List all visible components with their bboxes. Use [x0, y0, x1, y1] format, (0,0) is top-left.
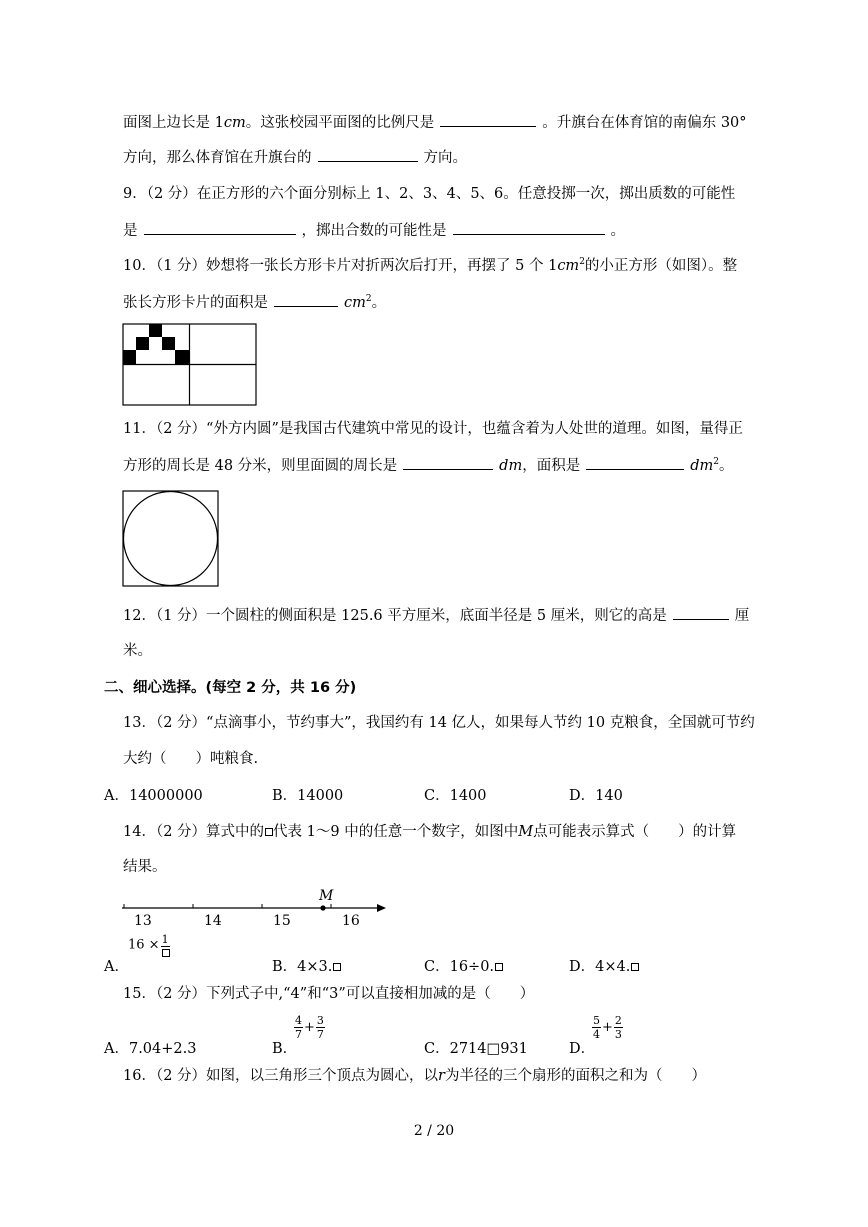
- q8-line1: [123, 112, 747, 133]
- q10-line2: [123, 292, 386, 313]
- plus-sign: +: [602, 1020, 613, 1035]
- q13-line1: 13．（2 分）“点滴事小，节约事大”，我国约有 14 亿人，如果每人节约 10 克粮食，全国就可节约: [123, 715, 755, 731]
- q16-text-a: 16．（2 分）如图，以三角形三个顶点为圆心，以: [123, 1068, 439, 1084]
- q11-text-b: ，面积是: [522, 458, 581, 474]
- numerator: 3: [316, 1014, 324, 1027]
- answer-blank-scale[interactable]: [440, 112, 536, 127]
- placeholder-square-icon: [631, 963, 639, 971]
- small-square: [123, 350, 136, 364]
- unit-cm: cm: [557, 258, 580, 274]
- q9-text-b: ，掷出合数的可能性是: [301, 223, 447, 239]
- placeholder-square-icon: [495, 963, 503, 971]
- tick-label: 16: [342, 913, 360, 929]
- fraction: [614, 1014, 623, 1041]
- q14-text-c: 点可能表示算式（ ）的计算: [533, 824, 737, 840]
- numerator: 5: [593, 1014, 600, 1027]
- placeholder-square-icon: [162, 949, 170, 957]
- number-line: [118, 886, 390, 930]
- denominator: 7: [316, 1028, 324, 1041]
- square-circle-figure: [122, 490, 220, 588]
- superscript: 2: [365, 294, 372, 305]
- q10-text-a: 10．（1 分）妙想将一张长方形卡片对折两次后打开，再摆了 5 个 1: [123, 258, 558, 274]
- q15-option-b-expr: [293, 1014, 326, 1041]
- q14-line1: [123, 822, 736, 842]
- q12-text-b: 厘: [734, 608, 750, 624]
- unit-dm: dm: [690, 458, 714, 474]
- expr-text: 16 ×: [128, 937, 160, 953]
- q14-option-c[interactable]: [424, 957, 503, 977]
- q13-option-b[interactable]: B．14000: [272, 788, 344, 804]
- fraction: [592, 1014, 601, 1041]
- small-square: [175, 350, 189, 364]
- q15-option-d[interactable]: D．: [569, 1041, 596, 1057]
- q11-text-c: 。: [719, 458, 734, 474]
- radius-symbol: r: [438, 1068, 445, 1084]
- answer-blank-height[interactable]: [673, 605, 729, 620]
- q8-text-c: 。升旗台在体育馆的南偏东 30°: [542, 115, 747, 131]
- q13-option-d[interactable]: D．140: [569, 788, 623, 804]
- q16-text-b: 为半径的三个扇形的面积之和为（ ）: [444, 1068, 706, 1084]
- fraction: [316, 1014, 325, 1041]
- option-text: D．4×4.: [569, 959, 631, 975]
- q15-option-d-expr: [591, 1014, 624, 1041]
- point-m-label: M: [319, 888, 334, 904]
- q10-text-d: 。: [371, 295, 387, 311]
- q10-line1: [123, 256, 737, 276]
- q9-text-c: 。: [610, 223, 625, 239]
- q12-line1: [123, 605, 749, 626]
- q12-text-a: 12．（1 分）一个圆柱的侧面积是 125.6 平方厘米，底面半径是 5 厘米，则它的高是: [123, 608, 667, 624]
- q9-line1: 9．（2 分）在正方形的六个面分别标上 1、2、3、4、5、6。任意投掷一次，掷出质数的可能性: [123, 186, 736, 202]
- superscript: 2: [579, 257, 585, 268]
- q14-text-b: 代表 1～9 中的任意一个数字，如图中: [273, 824, 519, 840]
- q14-option-b[interactable]: [272, 957, 341, 977]
- q8-line2: [123, 147, 467, 168]
- small-square: [136, 337, 149, 350]
- numerator: 2: [614, 1014, 622, 1027]
- section-heading: 二、细心选择。(每空 2 分，共 16 分): [104, 680, 357, 696]
- point-m: [320, 905, 325, 910]
- q9-line2: [123, 220, 625, 241]
- denominator: 7: [295, 1028, 302, 1041]
- point-label: M: [518, 824, 534, 840]
- fraction: [161, 933, 170, 957]
- answer-blank-composite[interactable]: [453, 220, 605, 235]
- q13-option-a[interactable]: A．14000000: [104, 788, 203, 804]
- plus-sign: +: [304, 1020, 315, 1035]
- unit-cm: cm: [344, 295, 366, 311]
- card-figure: [122, 323, 258, 407]
- numerator: 4: [295, 1014, 302, 1027]
- q14-option-d[interactable]: [569, 957, 639, 977]
- q8-text-b: 。这张校园平面图的比例尺是: [245, 115, 435, 131]
- q11-text-a: 方形的周长是 48 分米，则里面圆的周长是: [123, 458, 398, 474]
- option-text: C．16÷0.: [424, 959, 495, 975]
- placeholder-square-icon: [265, 828, 273, 836]
- q11-line1: 11．（2 分）“外方内圆”是我国古代建筑中常见的设计，也蕴含着为人处世的道理。如图，量得正: [123, 421, 743, 437]
- denominator: 3: [614, 1028, 622, 1041]
- answer-blank-circumference[interactable]: [403, 455, 493, 470]
- inner-circle: [124, 492, 218, 586]
- arrow-icon: [377, 904, 386, 912]
- page-number: 2 / 20: [413, 1123, 455, 1139]
- option-text: B．4×3.: [272, 959, 333, 975]
- q15-option-a[interactable]: A．7.04+2.3: [104, 1041, 197, 1057]
- small-square: [162, 337, 175, 350]
- q8-text-e: 方向。: [423, 150, 467, 166]
- q13-line2: 大约（ ）吨粮食.: [123, 751, 259, 767]
- q16-line1: [123, 1066, 706, 1086]
- q15-line1: 15．（2 分）下列式子中,“4”和“3”可以直接相加减的是（ ）: [123, 986, 535, 1002]
- q14-option-a[interactable]: A．: [104, 959, 129, 975]
- q9-text-a: 是: [123, 223, 138, 239]
- denominator: 4: [593, 1028, 600, 1041]
- q10-text-c: 张长方形卡片的面积是: [123, 295, 268, 311]
- tick-label: 14: [204, 913, 222, 929]
- q11-line2: 方形的周长是 48 分米，则里面圆的周长是 dm，面积是 $dm^2$。: [123, 455, 734, 476]
- answer-blank-direction[interactable]: [318, 147, 418, 162]
- answer-blank-circle-area[interactable]: [586, 455, 684, 470]
- small-square: [149, 324, 162, 337]
- q15-option-b[interactable]: B．: [272, 1041, 298, 1057]
- q10-text-b: 的小正方形（如图）。整: [584, 258, 738, 274]
- fraction: [294, 1014, 303, 1041]
- unit-dm: dm: [499, 458, 523, 474]
- q12-line2: 米。: [123, 643, 152, 659]
- q14-option-a-expr: [128, 933, 171, 957]
- q13-option-c[interactable]: C．1400: [424, 788, 487, 804]
- answer-blank-prime[interactable]: [144, 220, 296, 235]
- q8-text-d: 方向，那么体育馆在升旗台的: [123, 150, 312, 166]
- q15-option-c[interactable]: C．2714□931: [424, 1041, 528, 1057]
- tick-label: 13: [134, 913, 152, 929]
- answer-blank-area[interactable]: [274, 292, 338, 307]
- q8-text-a: 面图上边长是 1: [123, 115, 224, 131]
- unit-cm: cm: [223, 115, 246, 131]
- tick-label: 15: [273, 913, 291, 929]
- q14-text-a: 14．（2 分）算式中的: [123, 824, 265, 840]
- placeholder-square-icon: [333, 963, 341, 971]
- numerator: 1: [161, 933, 169, 946]
- q14-line2: 结果。: [123, 859, 167, 875]
